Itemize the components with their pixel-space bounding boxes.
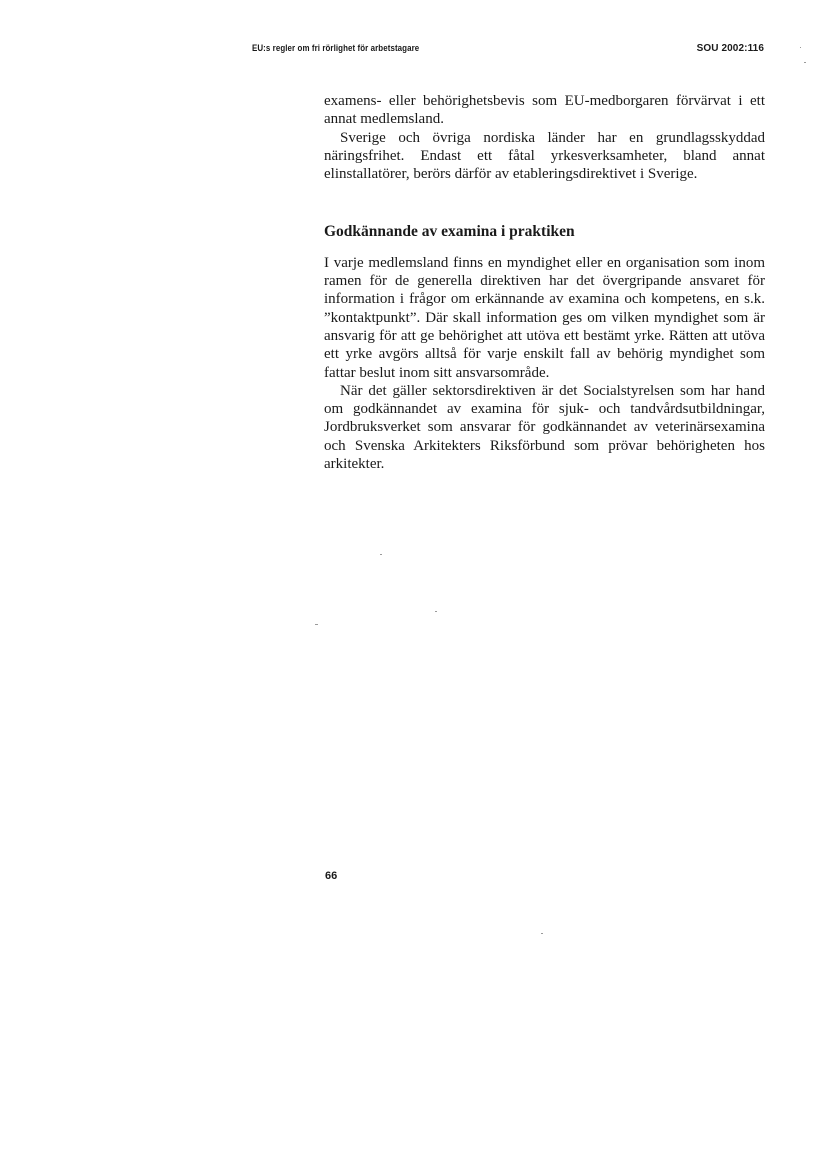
section-heading: Godkännande av examina i praktiken [324, 223, 575, 241]
chapter-title: EU:s regler om fri rörlighet för arbetstagare [252, 43, 420, 53]
running-header [252, 43, 764, 57]
page-number: 66 [325, 870, 338, 882]
paragraph: När det gäller sektorsdirektiven är det Socialstyrelsen som har hand om godkännandet av examina för sjuk- och tandvårdsutbildningar, Jordbruksverket som ansvarar för godkännandet av veterinärsexamina och Svenska Arkitekters Riksförbund som prövar behörigheten hos arkitekter. [324, 382, 765, 473]
paragraph: examens- eller behörighetsbevis som EU-medborgaren förvärvat i ett annat medlemsland. [324, 93, 765, 128]
scan-speck [315, 624, 318, 625]
report-number: SOU 2002:116 [696, 43, 764, 54]
scan-speck [380, 554, 382, 555]
scan-speck [435, 611, 437, 612]
paragraph: Sverige och övriga nordiska länder har en grundlagsskyddad näringsfrihet. Endast ett fåtal yrkesverksamheter, bland annat elinstallatörer, berörs därför av etableringsdirektivet i Sverige. [324, 129, 765, 183]
paragraph: I varje medlemsland finns en myndighet eller en organisation som inom ramen för de generella direktiven har det övergripande ansvaret för information i frågor om erkännande av examina och kompetens, en s.k. ”kontaktpunkt”. Där skall information ges om vilken myndighet som är ansvarig för att ge behörighet att utöva ett bestämt yrke. Rätten att utöva ett yrke avgörs alltså för varje enskilt fall av behörig myndighet som fattar beslut inom sitt ansvarsområde. [324, 254, 765, 381]
scan-speck [804, 62, 806, 63]
scan-speck [541, 933, 543, 934]
body-text [324, 92, 765, 473]
scan-speck [800, 47, 801, 48]
